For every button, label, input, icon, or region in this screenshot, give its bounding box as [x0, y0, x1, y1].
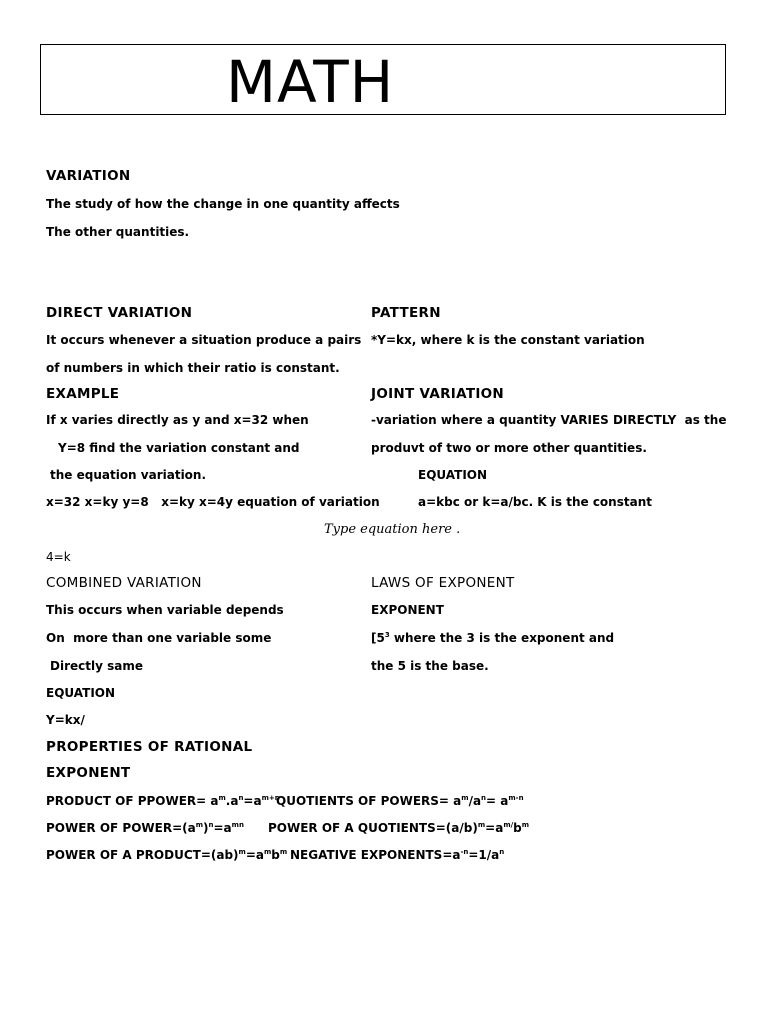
page-title: MATH: [226, 48, 395, 116]
combined-variation-equation-label: EQUATION: [46, 686, 116, 700]
variation-heading: VARIATION: [46, 168, 131, 184]
product-of-powers-rule: PRODUCT OF PPOWER= $a^m.a^n=a^{m+n}$: [46, 794, 280, 808]
combined-variation-heading: COMBINED VARIATION: [46, 575, 202, 591]
joint-variation-equation: a=kbc or k=a/bc. K is the constant: [418, 495, 652, 509]
title-box: [40, 44, 726, 115]
example-heading: EXAMPLE: [46, 386, 120, 402]
properties-heading-line-2: EXPONENT: [46, 765, 131, 781]
example-line-4: x=32 x=ky y=8 x=ky x=4y equation of variation: [46, 495, 380, 509]
combined-variation-line-1: This occurs when variable depends: [46, 603, 284, 617]
power-of-power-rule: POWER OF $POWER=(a^m)^n=a^{mn}$: [46, 821, 244, 835]
negative-exponents-rule: NEGATIVE $EXPONENTS=a^{-n}=1/a^n$: [290, 848, 505, 862]
example-line-1: If x varies directly as y and x=32 when: [46, 413, 309, 427]
combined-variation-line-2: On more than one variable some: [46, 631, 272, 645]
combined-variation-equation: Y=kx/: [46, 713, 85, 727]
joint-variation-heading: JOINT VARIATION: [371, 386, 505, 402]
laws-of-exponent-heading: LAWS OF EXPONENT: [371, 575, 515, 591]
combined-variation-line-3: Directly same: [50, 659, 143, 673]
joint-variation-equation-label: EQUATION: [418, 468, 488, 482]
properties-heading-line-1: PROPERTIES OF RATIONAL: [46, 739, 253, 755]
example-line-3: the equation variation.: [50, 468, 207, 482]
variation-line-1: The study of how the change in one quantity affects: [46, 197, 400, 211]
direct-variation-heading: DIRECT VARIATION: [46, 305, 193, 321]
exponent-description-line-1: [$5^3$ where the 3 is the exponent and: [371, 631, 615, 645]
pattern-heading: PATTERN: [371, 305, 441, 321]
quotients-of-powers-rule: QUOTIENTS OF POWERS= $a^m/a^n= a^{m-n}$: [276, 794, 524, 808]
pattern-line-1: *Y=kx, where k is the constant variation: [371, 333, 645, 347]
exponent-label: EXPONENT: [371, 603, 444, 617]
joint-variation-line-1: -variation where a quantity VARIES DIRECTLY as the: [371, 413, 727, 427]
power-of-a-product-rule: POWER OF A $PRODUCT=(ab)^m=a^mb^m$: [46, 848, 288, 862]
example-line-2: Y=8 find the variation constant and: [58, 441, 300, 455]
joint-variation-line-2: produvt of two or more other quantities.: [371, 441, 647, 455]
power-of-a-quotient-rule: POWER OF A $QUOTIENTS=(a/b)^m=a^{m/}b^m$: [268, 821, 530, 835]
variation-line-2: The other quantities.: [46, 225, 190, 239]
direct-variation-line-2: of numbers in which their ratio is constant.: [46, 361, 340, 375]
exponent-description-line-2: the 5 is the base.: [371, 659, 489, 673]
direct-variation-line-1: It occurs whenever a situation produce a pairs: [46, 333, 362, 347]
four-equals-k: 4=k: [46, 550, 71, 564]
equation-placeholder: Type equation here .: [324, 522, 461, 537]
